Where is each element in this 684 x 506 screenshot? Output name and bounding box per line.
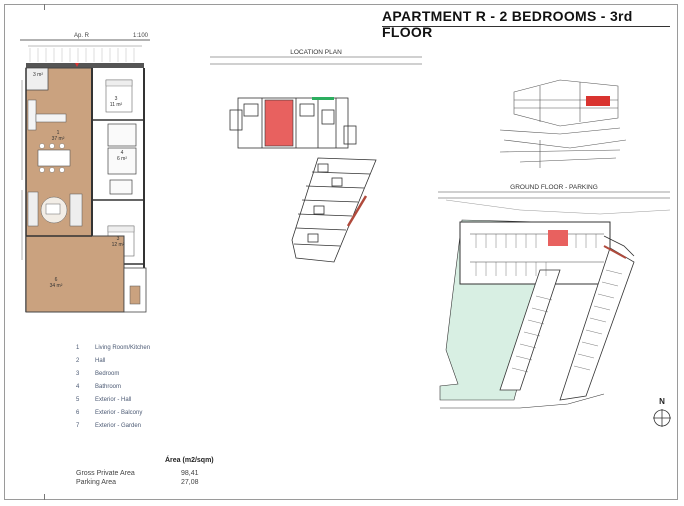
room-label-exterior-hall: 3 m² xyxy=(33,72,43,78)
room-label-living: 1 37 m² xyxy=(51,130,65,142)
location-plan-label: LOCATION PLAN xyxy=(290,49,342,56)
parking-area-value: 27,08 xyxy=(181,479,199,486)
parking-area-label: Parking Area xyxy=(76,479,117,486)
gross-private-area-value: 98,41 xyxy=(181,470,199,477)
room-label-balcony: 6 34 m² xyxy=(49,277,63,289)
north-arrow xyxy=(652,397,672,431)
room-label-bedroom-bottom: 3 12 m² xyxy=(111,236,125,248)
compass-icon xyxy=(652,408,672,428)
page-title: APARTMENT R - 2 BEDROOMS - 3rd FLOOR xyxy=(382,8,633,40)
gross-private-area-label: Gross Private Area xyxy=(76,470,135,477)
area-table-title: Área (m2/sqm) xyxy=(165,457,214,464)
floor-plan-scale: 1:100 xyxy=(133,33,149,39)
north-label: N xyxy=(659,397,665,406)
room-label-bedroom-top: 3 11 m² xyxy=(109,96,123,108)
ground-floor-label: GROUND FLOOR - PARKING xyxy=(510,184,598,191)
room-label-bath: 4 6 m² xyxy=(117,150,127,162)
floor-plan-unit-label: Ap. R xyxy=(74,33,90,39)
